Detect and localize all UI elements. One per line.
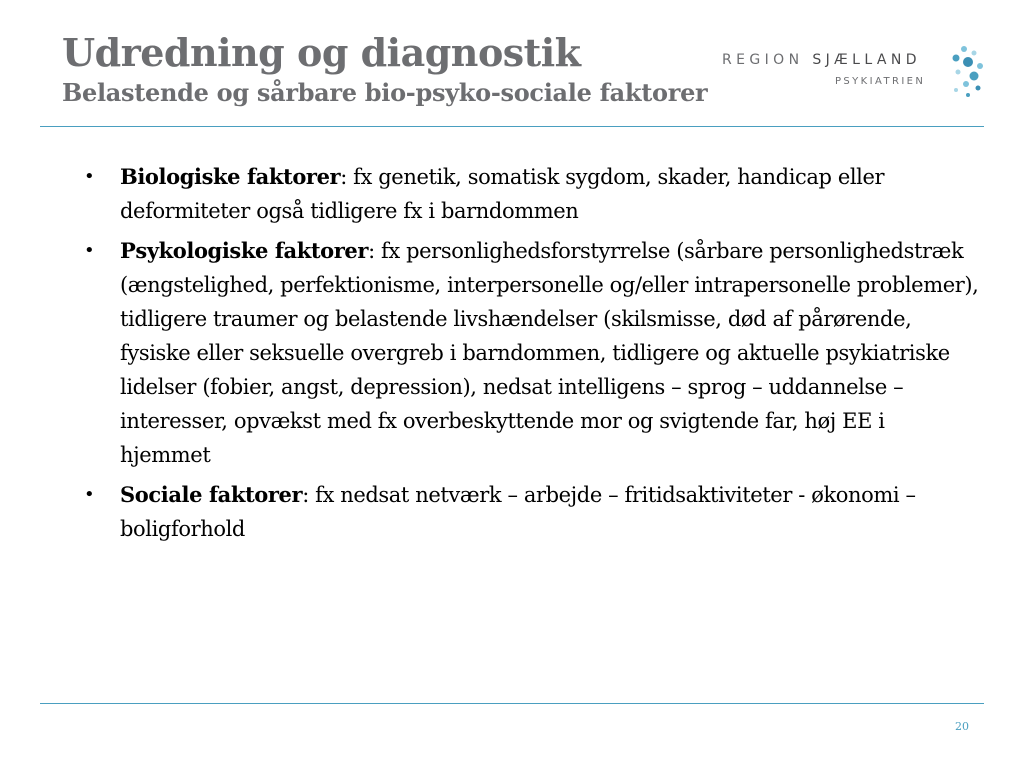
header-divider: [40, 126, 984, 127]
logo-wordmark: [722, 52, 921, 68]
bullet-text: : fx nedsat netværk – arbejde – fritidsaktiviteter - økonomi – boligforhold: [120, 483, 916, 541]
bullet-icon: •: [84, 484, 95, 505]
logo-sjaelland-text: SJÆLLAND: [812, 52, 921, 68]
logo-psykiatrien-text: PSYKIATRIEN: [835, 76, 926, 87]
bullet-term: Psykologiske faktorer: [120, 238, 369, 263]
slide-title: Udredning og diagnostik: [62, 30, 581, 75]
footer-divider: [40, 703, 984, 704]
bullet-icon: •: [84, 240, 95, 261]
bullet-text: : fx personlighedsforstyrrelse (sårbare personlighedstræk (ængstelighed, perfektionisme, interpersonelle og/eller intrapersonelle problemer), tidligere traumer og belastende livshændelser (skilsmisse, død af pårørende, fysiske eller seksuelle overgreb i barndommen, tidligere og aktuelle psykiatriske lidelser (fobier, angst, depression), nedsat intelligens – sprog – uddannelse – interesser, opvækst med fx overbeskyttende mor og svigtende far, høj EE i hjemmet: [120, 239, 979, 467]
region-sjaelland-logo: [722, 44, 984, 100]
bullet-text: : fx genetik, somatisk sygdom, skader, handicap eller deformiteter også tidligere fx i barndommen: [120, 165, 885, 223]
bullet-term: Sociale faktorer: [120, 482, 303, 507]
list-item: [80, 160, 980, 228]
bullet-list: [80, 160, 980, 552]
logo-region-text: REGION: [722, 52, 804, 68]
page-number: 20: [955, 720, 969, 733]
bullet-term: Biologiske faktorer: [120, 164, 341, 189]
bullet-icon: •: [84, 166, 95, 187]
list-item: [80, 478, 980, 546]
slide-subtitle: Belastende og sårbare bio-psyko-sociale faktorer: [62, 78, 708, 107]
dots-logo-icon: [944, 44, 984, 100]
list-item: [80, 234, 980, 472]
